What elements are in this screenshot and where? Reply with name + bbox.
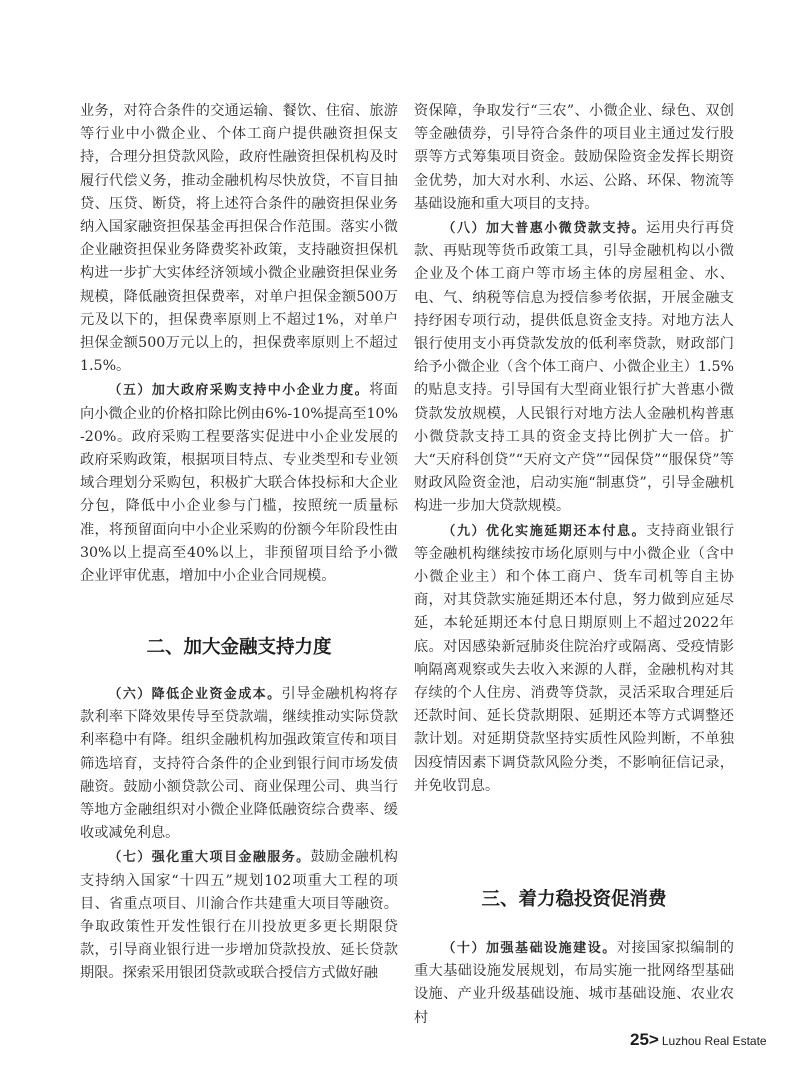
paragraph (414, 520, 734, 798)
paragraph (80, 846, 398, 985)
paragraph-body: 引导金融机构将存款利率下降效果传导至贷款端，继续推动实际贷款利率稳中有降。组织金融机构加强政策宣传和项目筛选培育，支持符合条件的企业到银行间市场发债融资。鼓励小额贷款公司、商业保理公司、典当行等地方金融组织对小微企业降低融资综合费率、缓收或减免利息。 (80, 686, 398, 842)
right-column (414, 100, 734, 799)
left-column (80, 100, 398, 589)
paragraph (414, 937, 734, 1030)
right-column-lower (414, 937, 734, 1031)
paragraph-body: 运用央行再贷款、再贴现等货币政策工具，引导金融机构以小微企业及个体工商户等市场主体的房屋租金、水、电、气、纳税等信息为授信参考依据，开展金融支持纾困专项行动，提供低息资金支持。对地方法人银行使用支小再贷款发放的低利率贷款，财政部门给予小微企业（含个体工商户、小微企业主）1.5%的贴息支持。引导国有大型商业银行扩大普惠小微贷款发放规模，人民银行对地方法人金融机构普惠小微贷款支持工具的资金支持比例扩大一倍。扩大“天府科创贷”“天府文产贷”“园保贷”“服保贷”等财政风险资金池，启动实施“制惠贷”，引导金融机构进一步加大贷款规模。 (414, 220, 734, 515)
subheading: （八）加大普惠小微贷款支持。 (442, 221, 647, 237)
left-column-lower (80, 683, 398, 987)
subheading: （六）降低企业资金成本。 (108, 687, 282, 702)
subheading: （十）加强基础设施建设。 (442, 941, 617, 956)
paragraph-body: 支持商业银行等金融机构继续按市场化原则与中小微企业（含中小微企业主）和个体工商户、货车司机等自主协商，对其贷款实施延期还本付息，努力做到应延尽延，本轮延期还本付息日期原则上不超过2022年底。对因感染新冠肺炎住院治疗或隔离、受疫情影响隔离观察或失去收入来源的人群，金融机构对其存续的个人住房、消费等贷款，灵活采取合理延后还款时间、延长贷款期限、延期还本等方式调整还款计划。对延期贷款坚持实质性风险判断，不单独因疫情因素下调贷款风险分类，不影响征信记录，并免收罚息。 (414, 522, 734, 794)
page-footer (630, 1030, 767, 1050)
subheading: （五）加大政府采购支持中小企业力度。 (108, 383, 370, 399)
paragraph: 资保障，争取发行“三农”、小微企业、绿色、双创等金融债券，引导符合条件的项目业主通过发行股票等方式筹集项目资金。鼓励保险资金发挥长期资金优势，加大对水利、水运、公路、环保、物流等基础设施和重大项目的支持。 (414, 103, 734, 212)
paragraph: 业务，对符合条件的交通运输、餐饮、住宿、旅游等行业中小微企业、个体工商户提供融资担保支持，合理分担贷款风险，政府性融资担保机构及时履行代偿义务，推动金融机构尽快放贷，不盲目抽贷、压贷、断贷，将上述符合条件的融资担保业务纳入国家融资担保基金再担保合作范围。落实小微企业融资担保业务降费奖补政策，支持融资担保机构进一步扩大实体经济领域小微企业融资担保业务规模，降低融资担保费率，对单户担保金额500万元及以下的，担保费率原则上不超过1%，对单户担保金额500万元以上的，担保费率原则上不超过1.5%。 (80, 103, 398, 375)
paragraph (80, 379, 398, 588)
subheading: （七）强化重大项目金融服务。 (108, 850, 311, 866)
page-number: 25> (630, 1030, 659, 1049)
section-heading: 二、加大金融支持力度 (146, 637, 332, 658)
paragraph-body: 对接国家拟编制的重大基础设施发展规划，布局实施一批网络型基础设施、产业升级基础设施、城市基础设施、农业农村 (414, 940, 734, 1026)
paragraph-body: 鼓励金融机构支持纳入国家“十四五”规划102项重大工程的项目、省重点项目、川渝合作共建重大项目等融资。争取政策性开发性银行在川投放更多更长期限贷款，引导商业银行进一步增加贷款投放、延长贷款期限。探索采用银团贷款或联合授信方式做好融 (80, 849, 398, 982)
paragraph-body: 将面向小微企业的价格扣除比例由6%-10%提高至10%-20%。政府采购工程要落实促进中小企业发展的政府采购政策，根据项目特点、专业类型和专业领域合理划分采购包，积极扩大联合体投标和大企业分包，降低中小企业参与门槛，按照统一质量标准，将预留面向中小企业采购的份额今年阶段性由30%以上提高至40%以上，非预留项目给予小微企业评审优惠，增加中小企业合同规模。 (80, 382, 398, 585)
publication-name: Luzhou Real Estate (661, 1034, 767, 1048)
paragraph (80, 683, 398, 845)
paragraph (414, 217, 734, 519)
subheading: （九）优化实施延期还本付息。 (442, 523, 647, 539)
section-heading: 三、着力稳投资促消费 (481, 889, 667, 910)
